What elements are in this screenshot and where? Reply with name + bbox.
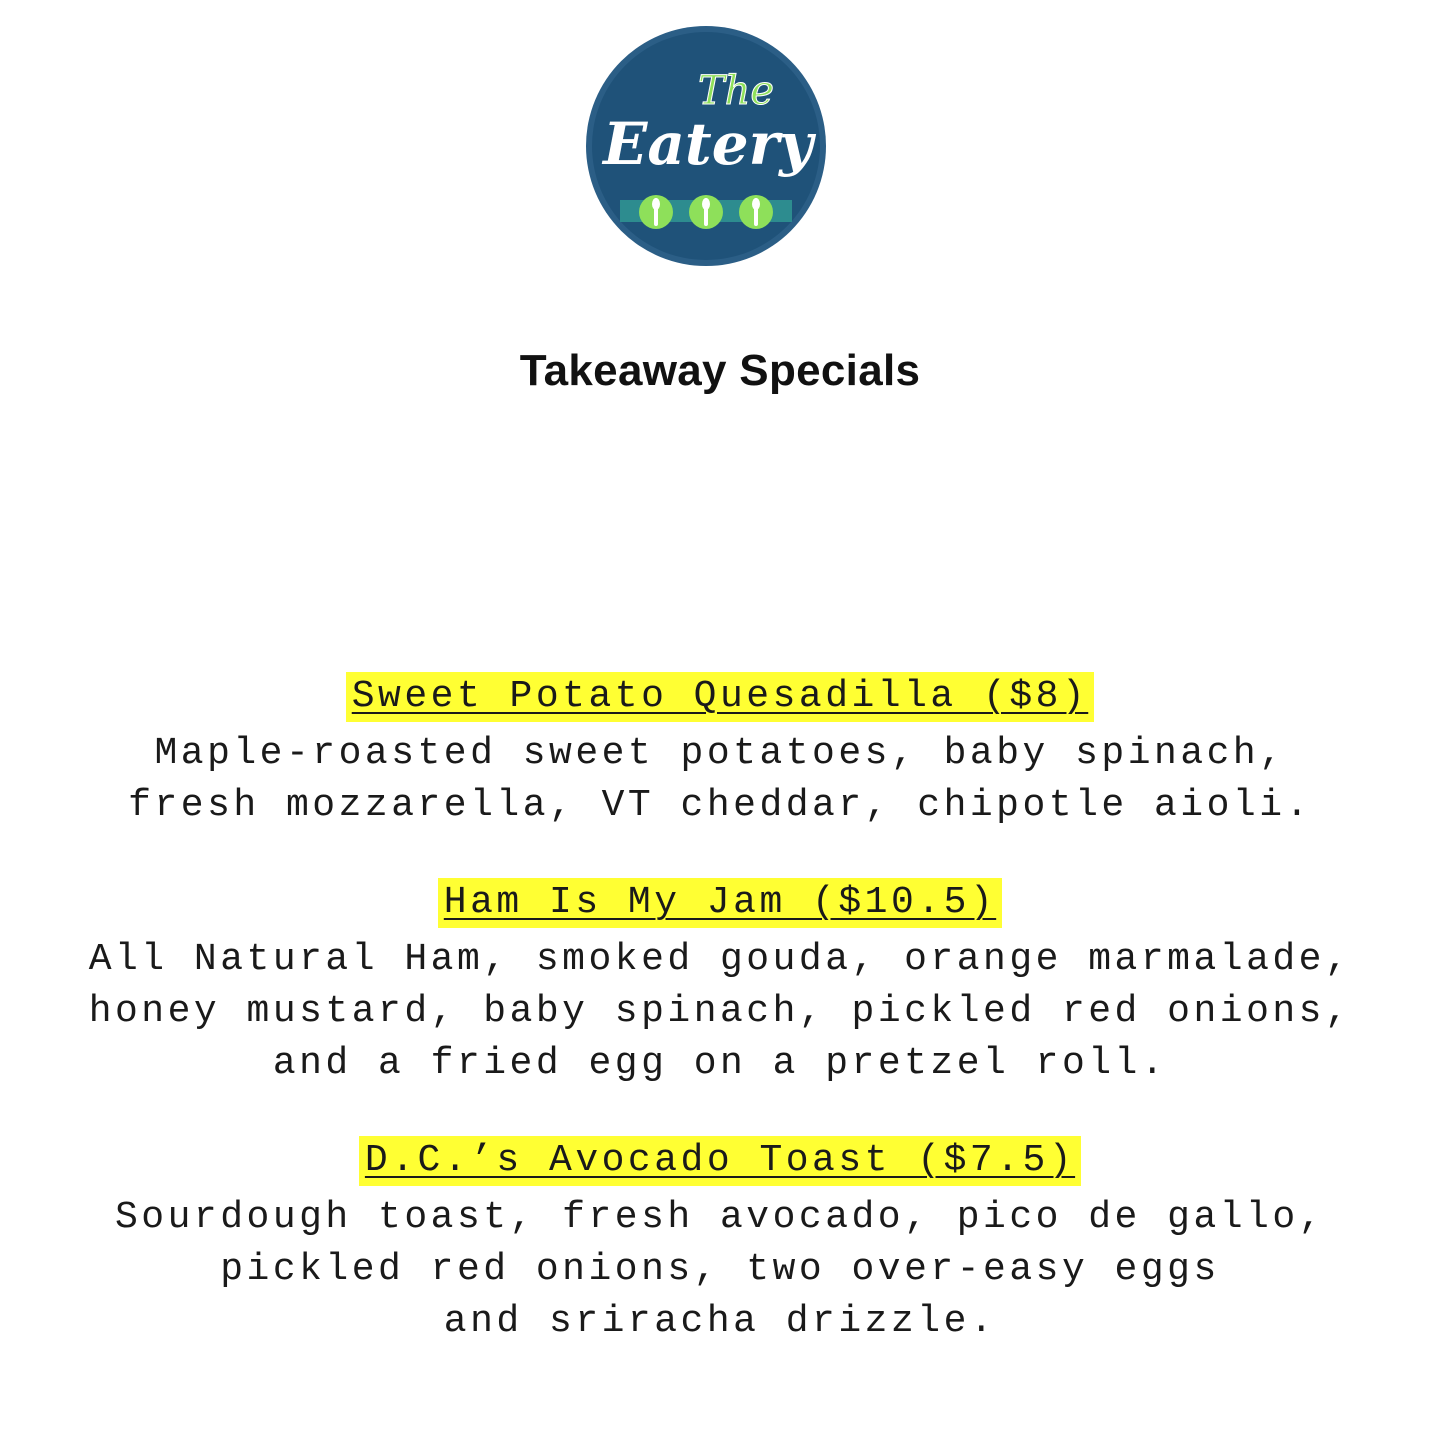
description-line: honey mustard, baby spinach, pickled red onions, xyxy=(88,990,1352,1033)
description-line: pickled red onions, two over-easy eggs xyxy=(220,1248,1220,1291)
page-title: Takeaway Specials xyxy=(519,346,921,395)
menu-item-name: D.C.’s Avocado Toast ($7.5) xyxy=(359,1136,1081,1186)
description-line: fresh mozzarella, VT cheddar, chipotle aioli. xyxy=(128,784,1312,827)
menu-item-name: Ham Is My Jam ($10.5) xyxy=(438,878,1002,928)
description-line: and a fried egg on a pretzel roll. xyxy=(272,1042,1168,1085)
menu-item-name: Sweet Potato Quesadilla ($8) xyxy=(346,672,1095,722)
logo-text-the: The xyxy=(697,68,775,114)
menu-item-description xyxy=(0,1192,1440,1348)
menu-item xyxy=(0,878,1440,1090)
description-line: Maple-roasted sweet potatoes, baby spinach, xyxy=(154,732,1286,775)
description-line: and sriracha drizzle. xyxy=(443,1300,997,1343)
menu-item xyxy=(0,1136,1440,1348)
menu-item-description xyxy=(0,934,1440,1090)
eatery-logo xyxy=(584,24,828,268)
logo-text-eatery: Eatery xyxy=(603,110,813,178)
description-line: All Natural Ham, smoked gouda, orange marmalade, xyxy=(88,938,1352,981)
menu-item-description xyxy=(0,728,1440,832)
menu-item xyxy=(0,672,1440,832)
description-line: Sourdough toast, fresh avocado, pico de gallo, xyxy=(115,1196,1325,1239)
